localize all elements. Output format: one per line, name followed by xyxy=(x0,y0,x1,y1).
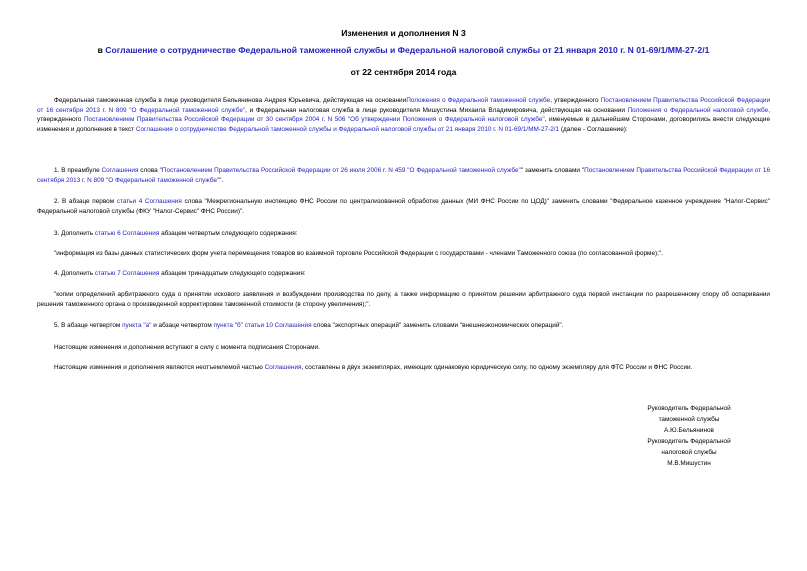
signature-fns xyxy=(609,436,769,469)
decree-809-link[interactable]: Постановлением Правительства Российской Федерации от 16 сентября 2013 г. N 809 "О Федеральной таможенной службе" xyxy=(37,97,771,114)
intro-text: , утвержденного xyxy=(37,106,770,124)
intro-text: (далее - Соглашение): xyxy=(559,125,628,133)
signature-position: налоговой службы xyxy=(661,449,717,456)
item-3-quote: "информация из базы данных статистических форм учета перемещения товаров во взаимной торговле Российской Федерации с государствами - членами Таможенного союза (по согласованной форме);". xyxy=(54,250,663,257)
intro-text: , и Федеральная налоговая служба в лице руководителя Мишустина Михаила Владимировича, действующая на основании xyxy=(245,106,628,114)
doc-title: Изменения и дополнения N 3 xyxy=(341,28,466,38)
item-text: 4. Дополнить xyxy=(54,270,95,277)
fns-regulation-link[interactable]: Положения о Федеральной налоговой службе xyxy=(627,106,769,114)
item-text: 5. В абзаце четвертом xyxy=(54,322,123,329)
item-5 xyxy=(37,321,770,331)
signature-name: М.В.Мишустин xyxy=(667,460,711,467)
agreement-link[interactable]: Соглашения xyxy=(264,364,302,371)
final-paragraph-2 xyxy=(37,363,770,373)
item-text: ". xyxy=(219,176,224,184)
item-text: абзацем четвертым следующего содержания: xyxy=(159,230,298,237)
final-paragraph-1: Настоящие изменения и дополнения вступают в силу с момента подписания Сторонами. xyxy=(54,344,320,351)
final-text: Настоящие изменения и дополнения являются неотъемлемой частью xyxy=(54,364,265,371)
doc-date: от 22 сентября 2014 года xyxy=(350,67,457,77)
item-text: абзацем тринадцатым следующего содержания: xyxy=(159,270,306,277)
point-a-link[interactable]: пункта "а" xyxy=(122,322,152,329)
signature-name: А.Ю.Бельянинов xyxy=(664,427,714,434)
decree-809-link[interactable]: Постановлением Правительства Российской Федерации от 16 сентября 2013 г. N 809 "О Федеральной таможенной службе" xyxy=(37,167,770,184)
signature-position: Руководитель Федеральной xyxy=(647,405,731,412)
item-1 xyxy=(37,166,770,185)
intro-text: Федеральная таможенная служба в лице руководителя Бельянинова Андрея Юрьевича, действующая на основании xyxy=(54,97,407,104)
agreement-link[interactable]: Соглашения о сотрудничестве Федеральной таможенной службы и Федеральной налоговой службы от 21 января 2010 г. N 01-69/1/ММ-27-2/1 xyxy=(135,125,560,133)
decree-506-link[interactable]: Постановлением Правительства Российской Федерации от 30 сентября 2004 г. N 506 "Об утверждении Положения о Федеральной налоговой службе" xyxy=(83,116,545,124)
decree-459-link[interactable]: Постановлением Правительства Российской Федерации от 26 июля 2006 г. N 459 "О Федеральной таможенной службе" xyxy=(161,167,521,174)
signature-position: Руководитель Федеральной xyxy=(647,438,731,445)
fts-regulation-link[interactable]: Положения о Федеральной таможенной службе xyxy=(406,97,551,104)
article-4-link[interactable]: статьи 4 Соглашения xyxy=(116,198,182,205)
item-text: 1. В преамбуле xyxy=(54,167,102,174)
item-4-quote: "копии определений арбитражного суда о принятии искового заявления и возбуждении производства по делу, а также информацию о принятом решении арбитражного суда первой инстанции по разрешенному спору об оспаривании решения таможенного органа о произведенной корректировке таможенной стоимости (в сторону увеличения);". xyxy=(37,291,770,308)
item-text: " заменить словами " xyxy=(520,167,585,174)
final-text: , составлены в двух экземплярах, имеющих одинаковую юридическую силу, по одному экземпляру для ФТС России и ФНС России. xyxy=(301,364,693,371)
agreement-link[interactable]: Соглашения xyxy=(101,167,139,174)
intro-text: , утвержденного xyxy=(550,97,601,104)
item-4 xyxy=(37,269,770,279)
intro-text: , именуемые в дальнейшем Сторонами, договорились внести следующие изменения и дополнения в текст xyxy=(37,116,771,133)
article-6-link[interactable]: статью 6 Соглашения xyxy=(94,230,160,237)
item-3 xyxy=(37,229,770,239)
signature-position: таможенной службы xyxy=(658,416,720,423)
signature-fts xyxy=(609,403,769,436)
item-text: слова "экспортных операций" заменить словами "внешнеэкономических операций". xyxy=(311,322,564,329)
agreement-link[interactable]: Соглашение о сотрудничестве Федеральной таможенной службы и Федеральной налоговой службы от 21 января 2010 г. N 01-69/1/ММ-27-2/1 xyxy=(105,45,710,55)
item-text: 3. Дополнить xyxy=(54,230,95,237)
item-text: слова " xyxy=(138,167,162,174)
item-2 xyxy=(37,197,770,216)
item-text: и абзаце четвертом xyxy=(151,322,214,329)
item-text: слова "Межрегиональную инспекцию ФНС России по централизованной обработке данных (МИ ФНС России по ЦОД)" заменить словами "Федеральное казенное учреждение "Налог-Сервис" Федеральной налоговой службы (ФКУ "Налог-Сервис" ФНС России)". xyxy=(37,198,770,215)
article-10-link[interactable]: пункта "б" статьи 10 Соглашения xyxy=(213,322,312,329)
article-7-link[interactable]: статью 7 Соглашения xyxy=(94,270,160,277)
intro-paragraph xyxy=(37,96,770,134)
item-text: 2. В абзаце первом xyxy=(54,198,117,205)
doc-subtitle xyxy=(0,45,807,56)
subtitle-prefix: в xyxy=(97,45,106,55)
